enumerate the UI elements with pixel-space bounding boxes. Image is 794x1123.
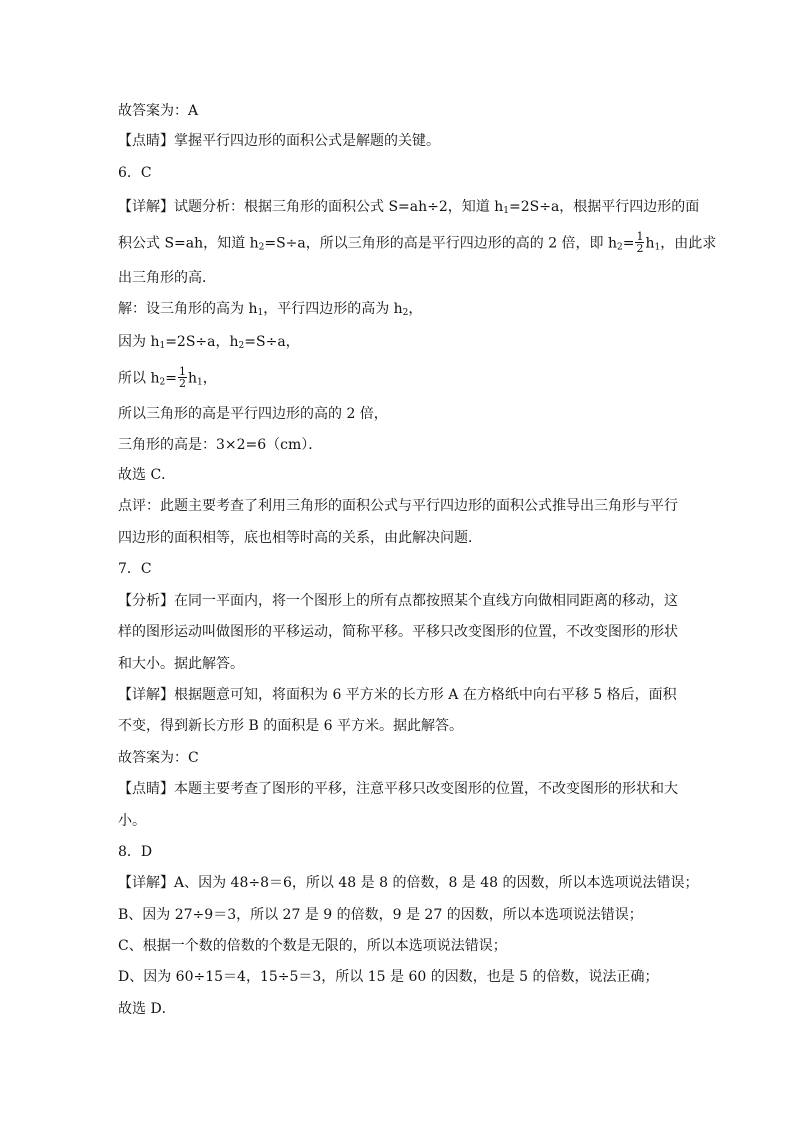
fraction <box>178 366 187 389</box>
q6-conclusion: 故选 C． <box>118 467 176 483</box>
text-segment: ， <box>408 301 423 317</box>
text-segment: =S÷a， <box>244 334 300 350</box>
text-segment: 所以 h <box>118 370 160 387</box>
q7-detail-line-2: 不变，得到新长方形 B 的面积是 6 平方米。据此解答。 <box>118 718 463 734</box>
subscript: 1 <box>196 377 203 388</box>
q6-solution-line-3 <box>118 365 678 390</box>
q7-answer-line: 故答案为：C <box>118 750 199 766</box>
q6-analysis-line-3: 出三角形的高． <box>118 270 216 286</box>
q7-analysis-line-2: 样的图形运动叫做图形的平移运动，简称平移。平移只改变图形的位置，不改变图形的形状 <box>118 624 678 640</box>
text-segment: =2S÷a，根据平行四边形的面 <box>508 199 700 215</box>
q6-analysis-line-1 <box>118 197 700 217</box>
q6-comment-line-1: 点评：此题主要考查了利用三角形的面积公式与平行四边形的面积公式推导出三角形与平行 <box>118 498 678 514</box>
text-segment: h <box>187 370 197 387</box>
q8-detail-line-3: C、根据一个数的倍数的个数是无限的，所以本选项说法错误； <box>118 938 507 954</box>
text-segment: =S÷a，所以三角形的高是平行四边形的高的 2 倍，即 h <box>264 235 618 252</box>
text-segment: ， <box>202 370 217 387</box>
subscript: 1 <box>654 242 661 253</box>
subscript: 1 <box>257 308 264 318</box>
fraction-numerator: 1 <box>178 365 186 378</box>
text-segment: ，由此求 <box>660 235 717 252</box>
fraction-numerator: 1 <box>636 230 644 243</box>
fraction <box>635 231 644 254</box>
q7-key-point-line-1: 【点睛】本题主要考查了图形的平移，注意平移只改变图形的位置，不改变图形的形状和大 <box>118 781 678 797</box>
subscript: 2 <box>258 242 265 253</box>
text-segment: =2S÷a，h <box>165 334 239 350</box>
q6-solution-line-2 <box>118 332 678 352</box>
question-7-answer: 7．C <box>118 561 152 577</box>
answer-line-5: 故答案为：A <box>118 103 199 119</box>
text-segment: 【详解】试题分析：根据三角形的面积公式 S=ah÷2，知道 h <box>118 199 504 215</box>
q7-detail-line-1: 【详解】根据题意可知，将面积为 6 平方米的长方形 A 在方格纸中向右平移 5 格后，面积 <box>118 687 677 703</box>
question-8-answer: 8．D <box>118 844 153 860</box>
subscript: 1 <box>503 206 509 216</box>
question-6-answer: 6．C <box>118 165 152 181</box>
q7-analysis-line-1: 【分析】在同一平面内，将一个图形上的所有点都按照某个直线方向做相同距离的移动，这 <box>118 593 678 609</box>
fraction-denominator: 2 <box>636 242 644 255</box>
q8-detail-line-4: D、因为 60÷15＝4，15÷5＝3，所以 15 是 60 的因数，也是 5 的倍数，说法正确； <box>118 969 659 985</box>
text-segment: h <box>645 235 655 252</box>
q8-detail-line-1: 【详解】A、因为 48÷8＝6，所以 48 是 8 的倍数，8 是 48 的因数，所以本选项说法错误； <box>118 875 699 891</box>
fraction-denominator: 2 <box>178 377 186 390</box>
text-segment: ，平行四边形的高为 h <box>263 301 403 317</box>
q6-solution-line-1 <box>118 299 678 319</box>
q6-solution-line-5: 三角形的高是：3×2=6（cm）． <box>118 437 323 453</box>
subscript: 1 <box>159 341 166 351</box>
text-segment: = <box>165 370 177 387</box>
q6-analysis-line-2 <box>118 230 717 255</box>
text-segment: 积公式 S=ah，知道 h <box>118 235 259 252</box>
key-point-5: 【点睛】掌握平行四边形的面积公式是解题的关键。 <box>118 133 440 149</box>
q7-analysis-line-3: 和大小。据此解答。 <box>118 656 244 672</box>
text-segment: 解：设三角形的高为 h <box>118 301 258 317</box>
q8-conclusion: 故选 D． <box>118 1001 176 1017</box>
q7-key-point-line-2: 小。 <box>118 813 146 829</box>
q6-comment-line-2: 四边形的面积相等，底也相等时高的关系，由此解决问题． <box>118 530 482 546</box>
q6-solution-line-4: 所以三角形的高是平行四边形的高的 2 倍， <box>118 406 388 422</box>
subscript: 2 <box>402 308 409 318</box>
subscript: 2 <box>159 377 166 388</box>
subscript: 2 <box>238 341 245 351</box>
text-segment: = <box>622 235 635 252</box>
q8-detail-line-2: B、因为 27÷9＝3，所以 27 是 9 的倍数，9 是 27 的因数，所以本选项说法错误； <box>118 907 643 923</box>
text-segment: 因为 h <box>118 334 160 350</box>
subscript: 2 <box>617 242 623 253</box>
